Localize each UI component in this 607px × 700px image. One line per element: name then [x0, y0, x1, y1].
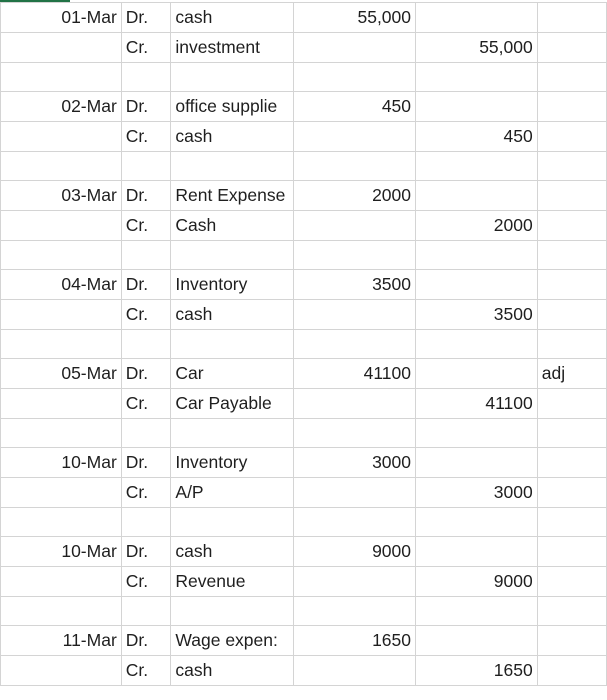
date-cell[interactable] [1, 389, 122, 419]
note-cell[interactable] [537, 419, 606, 448]
date-cell[interactable] [1, 63, 122, 92]
credit-row [1, 122, 607, 152]
dr-cr-cell[interactable]: Cr. [121, 389, 171, 419]
credit-cell[interactable] [416, 92, 538, 122]
credit-row [1, 33, 607, 63]
date-cell[interactable] [1, 567, 122, 597]
date-cell[interactable]: 03-Mar [1, 181, 122, 211]
date-cell[interactable] [1, 597, 122, 626]
credit-cell[interactable] [416, 152, 538, 181]
debit-cell[interactable] [294, 330, 416, 359]
dr-cr-cell[interactable] [121, 241, 171, 270]
date-cell[interactable] [1, 478, 122, 508]
date-cell[interactable] [1, 419, 122, 448]
credit-row [1, 300, 607, 330]
debit-cell[interactable] [294, 241, 416, 270]
blank-row [1, 152, 607, 181]
debit-row [1, 359, 607, 389]
account-cell[interactable]: cash [171, 537, 294, 567]
debit-row [1, 3, 607, 33]
credit-cell[interactable] [416, 330, 538, 359]
debit-row [1, 92, 607, 122]
blank-row [1, 241, 607, 270]
dr-cr-cell[interactable] [121, 63, 171, 92]
dr-cr-cell[interactable]: Cr. [121, 656, 171, 686]
note-cell[interactable] [537, 122, 606, 152]
debit-cell[interactable] [294, 300, 416, 330]
note-cell[interactable] [537, 448, 606, 478]
date-cell[interactable]: 05-Mar [1, 359, 122, 389]
debit-cell[interactable] [294, 478, 416, 508]
dr-cr-cell[interactable]: Dr. [121, 626, 171, 656]
credit-cell[interactable] [416, 419, 538, 448]
dr-cr-cell[interactable]: Dr. [121, 359, 171, 389]
note-cell[interactable] [537, 241, 606, 270]
debit-cell[interactable]: 9000 [294, 537, 416, 567]
credit-cell[interactable]: 55,000 [416, 33, 538, 63]
debit-cell[interactable] [294, 508, 416, 537]
dr-cr-cell[interactable]: Dr. [121, 537, 171, 567]
dr-cr-cell[interactable]: Cr. [121, 33, 171, 63]
date-cell[interactable] [1, 508, 122, 537]
credit-row [1, 656, 607, 686]
dr-cr-cell[interactable]: Dr. [121, 92, 171, 122]
credit-cell[interactable]: 450 [416, 122, 538, 152]
note-cell[interactable] [537, 389, 606, 419]
account-cell[interactable]: Inventory [171, 270, 294, 300]
note-cell[interactable] [537, 300, 606, 330]
credit-cell[interactable] [416, 508, 538, 537]
debit-cell[interactable]: 1650 [294, 626, 416, 656]
note-cell[interactable] [537, 92, 606, 122]
note-cell[interactable] [537, 537, 606, 567]
note-cell[interactable] [537, 508, 606, 537]
dr-cr-cell[interactable]: Dr. [121, 448, 171, 478]
blank-row [1, 63, 607, 92]
date-cell[interactable]: 11-Mar [1, 626, 122, 656]
debit-cell[interactable] [294, 211, 416, 241]
note-cell[interactable]: adj [537, 359, 606, 389]
date-cell[interactable] [1, 122, 122, 152]
credit-cell[interactable]: 3500 [416, 300, 538, 330]
dr-cr-cell[interactable] [121, 508, 171, 537]
note-cell[interactable] [537, 152, 606, 181]
date-cell[interactable] [1, 241, 122, 270]
dr-cr-cell[interactable]: Cr. [121, 300, 171, 330]
account-cell[interactable]: Car [171, 359, 294, 389]
credit-cell[interactable] [416, 181, 538, 211]
date-cell[interactable] [1, 152, 122, 181]
note-cell[interactable] [537, 211, 606, 241]
dr-cr-cell[interactable] [121, 419, 171, 448]
date-cell[interactable]: 10-Mar [1, 537, 122, 567]
dr-cr-cell[interactable]: Dr. [121, 181, 171, 211]
credit-cell[interactable] [416, 3, 538, 33]
date-cell[interactable]: 01-Mar [1, 3, 122, 33]
credit-cell[interactable] [416, 270, 538, 300]
account-cell[interactable]: Wage expen: [171, 626, 294, 656]
credit-row [1, 211, 607, 241]
debit-row [1, 270, 607, 300]
account-cell[interactable]: Rent Expense [171, 181, 294, 211]
note-cell[interactable] [537, 478, 606, 508]
note-cell[interactable] [537, 567, 606, 597]
account-cell[interactable] [171, 63, 294, 92]
debit-cell[interactable]: 55,000 [294, 3, 416, 33]
dr-cr-cell[interactable] [121, 330, 171, 359]
credit-cell[interactable] [416, 63, 538, 92]
dr-cr-cell[interactable]: Dr. [121, 3, 171, 33]
date-cell[interactable] [1, 211, 122, 241]
credit-cell[interactable] [416, 626, 538, 656]
credit-cell[interactable] [416, 597, 538, 626]
debit-cell[interactable]: 3500 [294, 270, 416, 300]
account-cell[interactable]: Revenue [171, 567, 294, 597]
account-cell[interactable] [171, 241, 294, 270]
debit-row [1, 537, 607, 567]
date-cell[interactable]: 02-Mar [1, 92, 122, 122]
account-cell[interactable]: A/P [171, 478, 294, 508]
dr-cr-cell[interactable]: Cr. [121, 567, 171, 597]
debit-cell[interactable]: 3000 [294, 448, 416, 478]
account-cell[interactable]: Cash [171, 211, 294, 241]
account-cell[interactable]: office supplie [171, 92, 294, 122]
debit-cell[interactable]: 2000 [294, 181, 416, 211]
account-cell[interactable]: cash [171, 122, 294, 152]
debit-cell[interactable] [294, 656, 416, 686]
credit-cell[interactable] [416, 359, 538, 389]
account-cell[interactable]: cash [171, 656, 294, 686]
note-cell[interactable] [537, 330, 606, 359]
credit-row [1, 567, 607, 597]
date-cell[interactable]: 10-Mar [1, 448, 122, 478]
note-cell[interactable] [537, 656, 606, 686]
account-cell[interactable]: investment [171, 33, 294, 63]
blank-row [1, 330, 607, 359]
credit-cell[interactable] [416, 448, 538, 478]
debit-cell[interactable] [294, 597, 416, 626]
dr-cr-cell[interactable]: Cr. [121, 478, 171, 508]
note-cell[interactable] [537, 626, 606, 656]
date-cell[interactable] [1, 656, 122, 686]
credit-cell[interactable] [416, 241, 538, 270]
debit-cell[interactable] [294, 33, 416, 63]
account-cell[interactable] [171, 597, 294, 626]
dr-cr-cell[interactable] [121, 152, 171, 181]
note-cell[interactable] [537, 597, 606, 626]
blank-row [1, 597, 607, 626]
dr-cr-cell[interactable]: Dr. [121, 270, 171, 300]
blank-row [1, 419, 607, 448]
credit-cell[interactable]: 2000 [416, 211, 538, 241]
credit-cell[interactable]: 1650 [416, 656, 538, 686]
date-cell[interactable] [1, 300, 122, 330]
debit-cell[interactable] [294, 63, 416, 92]
credit-cell[interactable]: 9000 [416, 567, 538, 597]
credit-row [1, 478, 607, 508]
account-cell[interactable]: Car Payable [171, 389, 294, 419]
debit-row [1, 626, 607, 656]
date-cell[interactable] [1, 33, 122, 63]
account-cell[interactable]: cash [171, 3, 294, 33]
note-cell[interactable] [537, 63, 606, 92]
date-cell[interactable] [1, 330, 122, 359]
date-cell[interactable]: 04-Mar [1, 270, 122, 300]
debit-row [1, 448, 607, 478]
journal-table [0, 2, 607, 686]
debit-cell[interactable] [294, 152, 416, 181]
credit-cell[interactable]: 3000 [416, 478, 538, 508]
debit-cell[interactable] [294, 419, 416, 448]
debit-cell[interactable]: 450 [294, 92, 416, 122]
debit-cell[interactable] [294, 567, 416, 597]
debit-row [1, 181, 607, 211]
credit-cell[interactable] [416, 537, 538, 567]
dr-cr-cell[interactable]: Cr. [121, 122, 171, 152]
credit-row [1, 389, 607, 419]
blank-row [1, 508, 607, 537]
account-cell[interactable]: cash [171, 300, 294, 330]
note-cell[interactable] [537, 33, 606, 63]
debit-cell[interactable] [294, 389, 416, 419]
account-cell[interactable] [171, 330, 294, 359]
account-cell[interactable] [171, 419, 294, 448]
journal-table-body [1, 3, 607, 686]
account-cell[interactable] [171, 508, 294, 537]
note-cell[interactable] [537, 181, 606, 211]
debit-cell[interactable] [294, 122, 416, 152]
account-cell[interactable] [171, 152, 294, 181]
dr-cr-cell[interactable]: Cr. [121, 211, 171, 241]
note-cell[interactable] [537, 270, 606, 300]
account-cell[interactable]: Inventory [171, 448, 294, 478]
dr-cr-cell[interactable] [121, 597, 171, 626]
credit-cell[interactable]: 41100 [416, 389, 538, 419]
debit-cell[interactable]: 41100 [294, 359, 416, 389]
note-cell[interactable] [537, 3, 606, 33]
